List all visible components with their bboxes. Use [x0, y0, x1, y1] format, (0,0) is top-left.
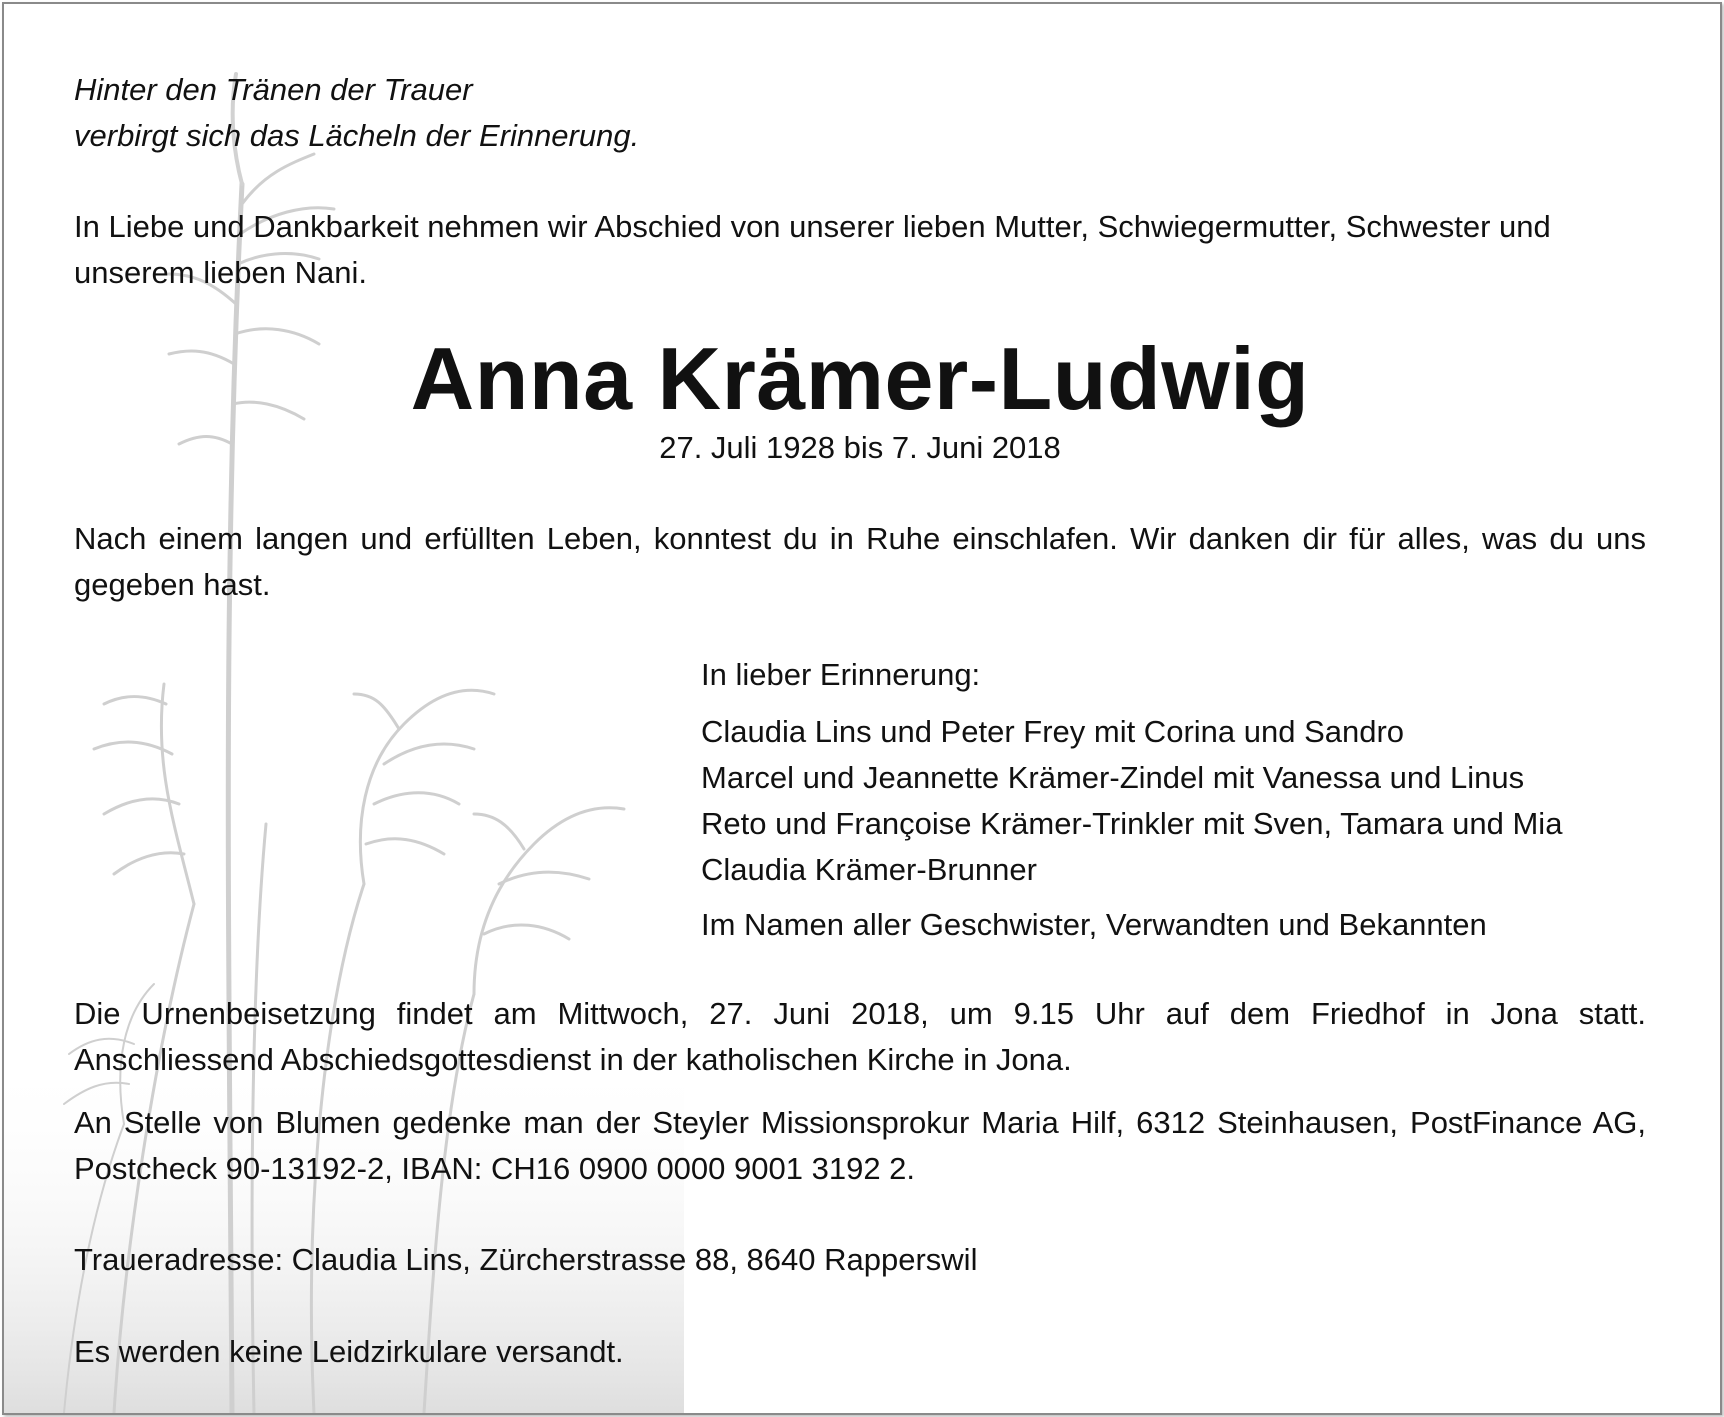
quote-line-1: Hinter den Tränen der Trauer: [74, 72, 473, 107]
mourner-family-2: Marcel und Jeannette Krämer-Zindel mit Vanessa und Linus: [701, 760, 1525, 795]
mourners-heading: In lieber Erinnerung:: [701, 657, 981, 692]
life-dates: 27. Juli 1928 bis 7. Juni 2018: [659, 430, 1061, 465]
deceased-name: Anna Krämer-Ludwig: [410, 329, 1310, 428]
mourner-family-1: Claudia Lins und Peter Frey mit Corina und Sandro: [701, 714, 1405, 749]
mourners-closing: Im Namen aller Geschwister, Verwandten und Bekannten: [701, 907, 1487, 942]
quote-line-2: verbirgt sich das Lächeln der Erinnerung.: [74, 118, 640, 153]
donation-info: An Stelle von Blumen gedenke man der Steyler Missionsprokur Maria Hilf, 6312 Steinhausen, PostFinance AG, Postcheck 90-13192-2, IBAN: CH16 0900 0000 9001 3192 2.: [74, 1105, 1646, 1186]
obituary-content: [74, 4, 1646, 1413]
memorial-quote: [74, 67, 1646, 159]
mourning-address: Traueradresse: Claudia Lins, Zürcherstrasse 88, 8640 Rapperswil: [74, 1242, 978, 1277]
mourner-family-3: Reto und Françoise Krämer-Trinkler mit Sven, Tamara und Mia: [701, 806, 1563, 841]
mourners-list: [701, 709, 1646, 893]
farewell-message: Nach einem langen und erfüllten Leben, konntest du in Ruhe einschlafen. Wir danken dir für alles, was du uns gegeben hast.: [74, 521, 1646, 602]
mourner-family-4: Claudia Krämer-Brunner: [701, 852, 1037, 887]
intro-text: In Liebe und Dankbarkeit nehmen wir Abschied von unserer lieben Mutter, Schwiegermutter, Schwester und unserem lieben Nani.: [74, 209, 1551, 290]
circular-notice: Es werden keine Leidzirkulare versandt.: [74, 1334, 624, 1369]
ceremony-info: Die Urnenbeisetzung findet am Mittwoch, 27. Juni 2018, um 9.15 Uhr auf dem Friedhof in Jona statt. Anschliessend Abschiedsgottesdienst in der katholischen Kirche in Jona.: [74, 996, 1646, 1077]
obituary-card: [2, 2, 1722, 1415]
